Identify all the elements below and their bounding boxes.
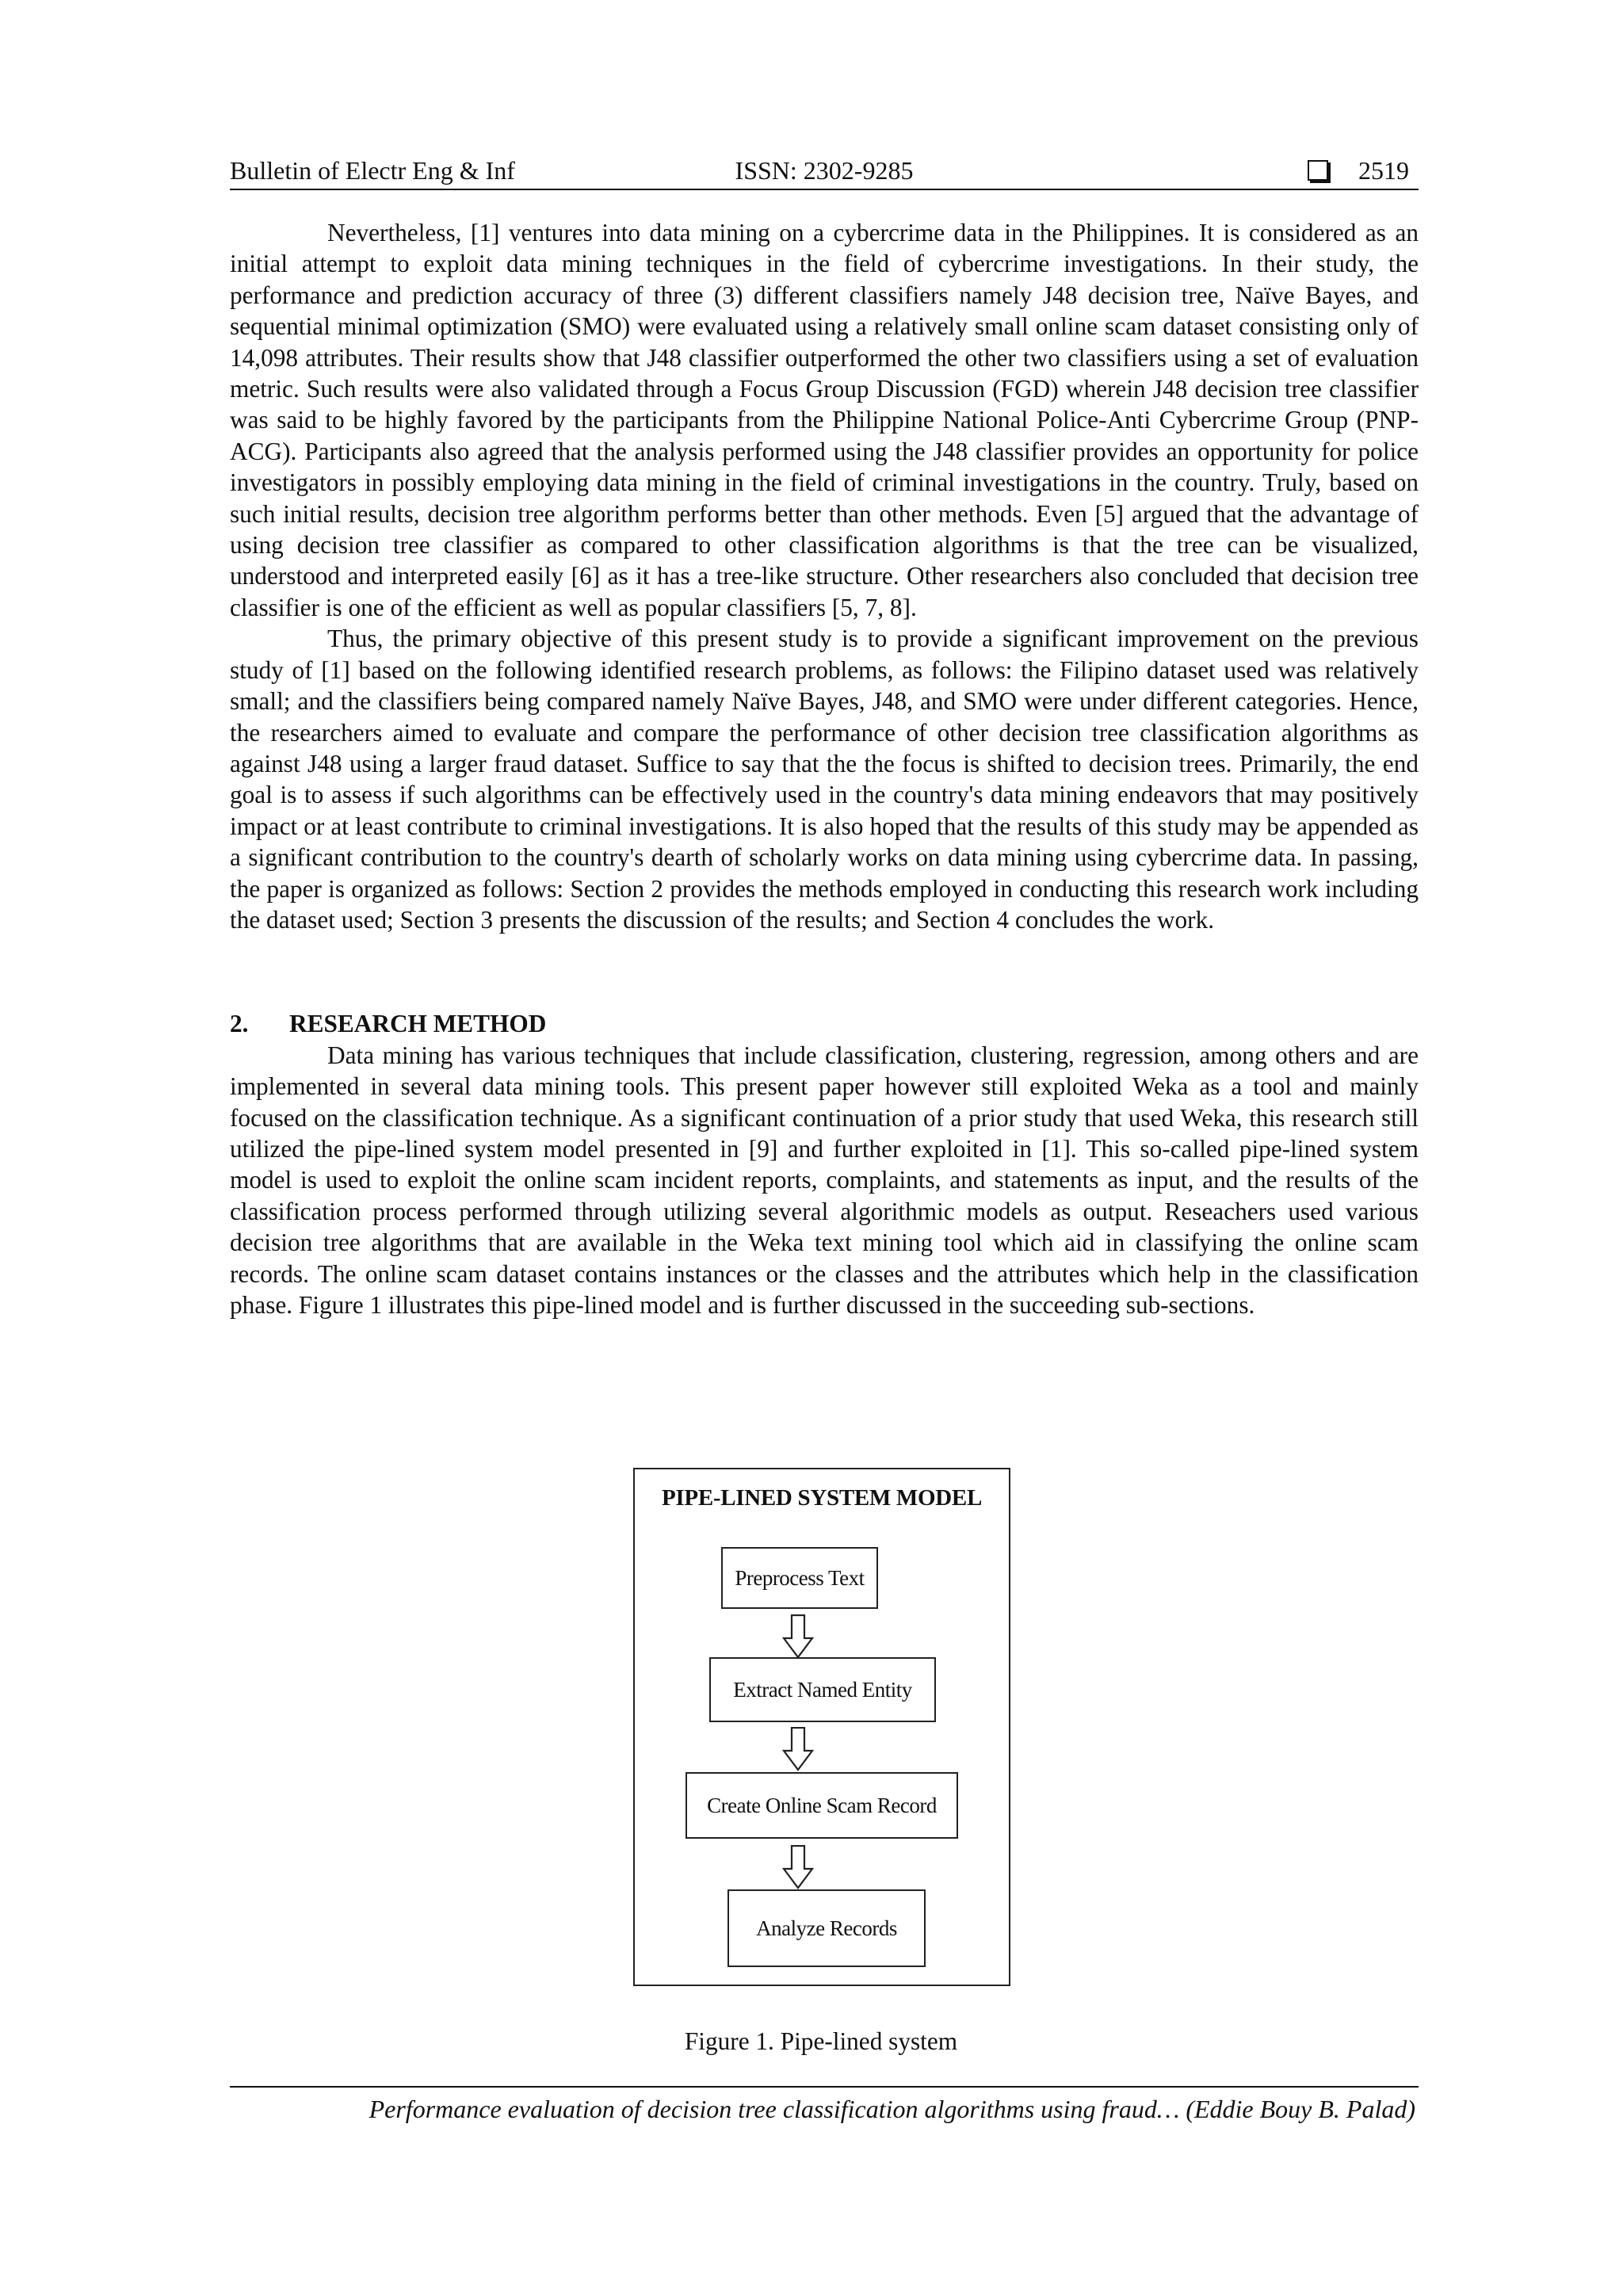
figure-caption: Figure 1. Pipe-lined system	[684, 2027, 958, 2055]
section-number: 2.	[230, 1010, 249, 1038]
running-header	[230, 152, 1419, 189]
journal-name: Bulletin of Electr Eng & Inf	[230, 156, 515, 185]
pipeline-diagram	[633, 1468, 1010, 1986]
section-title: RESEARCH METHOD	[289, 1010, 547, 1038]
paragraph-3: Data mining has various techniques that include classification, clustering, regression, among others and are implemented in several data mining tools. This present paper however still exploited Weka as a tool and mainly focused on the classification technique. As a significant continuation of a prior study that used Weka, this research still utilized the pipe-lined system model presented in [9] and further exploited in [1]. This so-called pipe-lined system model is used to exploit the online scam incident reports, complaints, and statements as input, and the results of the classification process performed through utilizing several algorithmic models as output. Reseachers used various decision tree algorithms that are available in the Weka text mining tool which aid in classifying the online scam records. The online scam dataset contains instances or the classes and the attributes which help in the classification phase. Figure 1 illustrates this pipe-lined model and is further discussed in the succeeding sub-sections.	[230, 1041, 1419, 1319]
running-footer: Performance evaluation of decision tree classification algorithms using fraud… (Eddie Bouy B. Palad)	[369, 2095, 1415, 2123]
page-number: 2519	[1358, 156, 1409, 185]
body-text	[230, 217, 1419, 1320]
square-bullet-icon	[1308, 160, 1328, 181]
step-extract-named-entity: Extract Named Entity	[709, 1657, 936, 1722]
page-number-group	[1308, 152, 1409, 189]
step-preprocess-text: Preprocess Text	[721, 1547, 878, 1609]
issn-number: ISSN: 2302-9285	[735, 156, 914, 185]
section-heading	[230, 1008, 1419, 1039]
down-arrow-icon	[782, 1727, 814, 1771]
down-arrow-icon	[782, 1845, 814, 1889]
paragraph-1: Nevertheless, [1] ventures into data mining on a cybercrime data in the Philippines. It is considered as an initial attempt to exploit data mining techniques in the field of cybercrime investigations. In their study, the performance and prediction accuracy of three (3) different classifiers namely J48 decision tree, Naïve Bayes, and sequential minimal optimization (SMO) were evaluated using a relatively small online scam dataset consisting only of 14,098 attributes. Their results show that J48 classifier outperformed the other two classifiers using a set of evaluation metric. Such results were also validated through a Focus Group Discussion (FGD) wherein J48 decision tree classifier was said to be highly favored by the participants from the Philippine National Police-Anti Cybercrime Group (PNP-ACG). Participants also agreed that the analysis performed using the J48 classifier provides an opportunity for police investigators in possibly employing data mining in the field of criminal investigations in the country. Truly, based on such initial results, decision tree algorithm performs better than other methods. Even [5] argued that the advantage of using decision tree classifier as compared to other classification algorithms is that the tree can be visualized, understood and interpreted easily [6] as it has a tree-like structure. Other researchers also concluded that decision tree classifier is one of the efficient as well as popular classifiers [5, 7, 8].	[230, 219, 1419, 621]
diagram-title: PIPE-LINED SYSTEM MODEL	[662, 1485, 982, 1511]
footer-rule	[230, 2086, 1419, 2088]
step-create-online-scam-record: Create Online Scam Record	[685, 1772, 958, 1839]
down-arrow-icon	[782, 1614, 814, 1659]
paragraph-2: Thus, the primary objective of this present study is to provide a significant improvement on the previous study of [1] based on the following identified research problems, as follows: the Filipino dataset used was relatively small; and the classifiers being compared namely Naïve Bayes, J48, and SMO were under different categories. Hence, the researchers aimed to evaluate and compare the performance of other decision tree classification algorithms as against J48 using a larger fraud dataset. Suffice to say that the the focus is shifted to decision trees. Primarily, the end goal is to assess if such algorithms can be effectively used in the country's data mining endeavors that may positively impact or at least contribute to criminal investigations. It is also hoped that the results of this study may be appended as a significant contribution to the country's dearth of scholarly works on data mining using cybercrime data. In passing, the paper is organized as follows: Section 2 provides the methods employed in conducting this research work including the dataset used; Section 3 presents the discussion of the results; and Section 4 concludes the work.	[230, 625, 1419, 934]
header-rule	[230, 189, 1419, 190]
step-analyze-records: Analyze Records	[727, 1889, 926, 1967]
